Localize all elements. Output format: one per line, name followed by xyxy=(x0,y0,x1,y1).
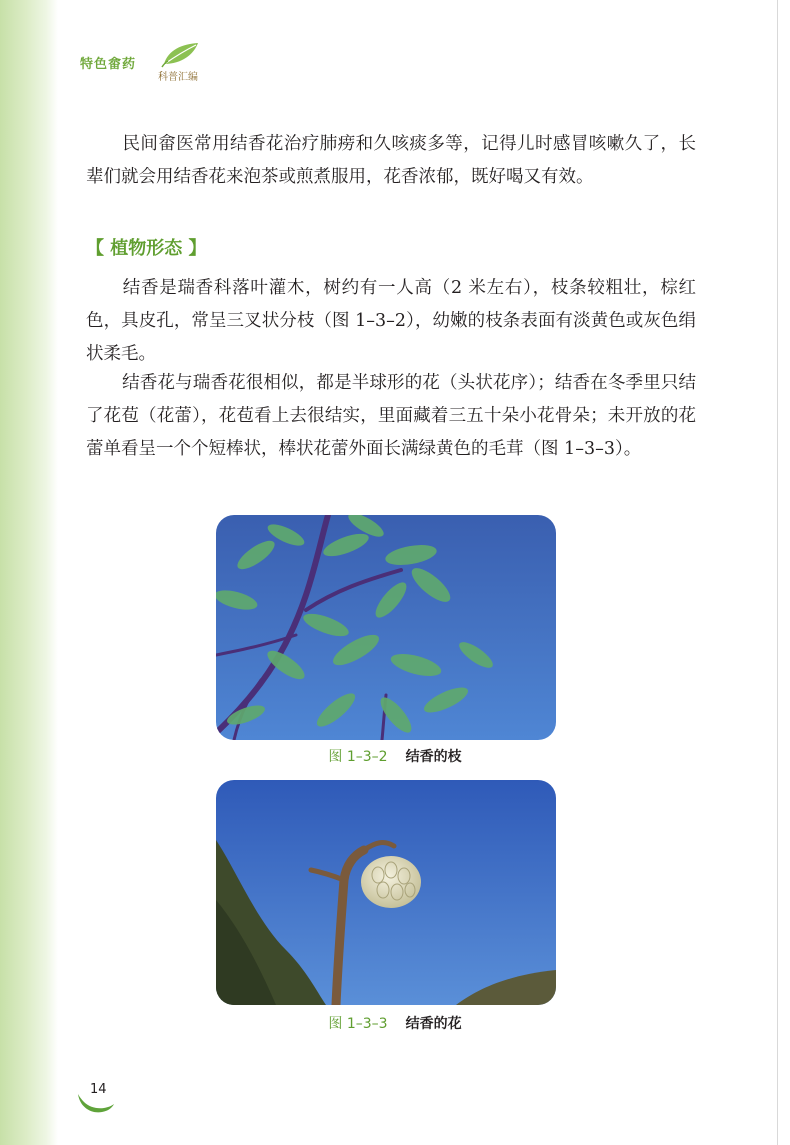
figure-number: 图 1–3–3 xyxy=(328,1016,388,1032)
photo-branches xyxy=(216,515,556,740)
figure-caption xyxy=(0,1013,790,1033)
figure-caption xyxy=(0,746,790,766)
paragraph-folk-use: 民间畲医常用结香花治疗肺痨和久咳痰多等，记得儿时感冒咳嗽久了，长辈们就会用结香花来泡茶或煎煮服用，花香浓郁，既好喝又有效。 xyxy=(86,134,696,187)
figure-number: 图 1–3–2 xyxy=(328,749,388,765)
figure-title: 结香的花 xyxy=(405,1016,462,1032)
paragraph-flower-description: 结香花与瑞香花很相似，都是半球形的花（头状花序）；结香在冬季里只结了花苞（花蕾），花苞看上去很结实，里面藏着三五十朵小花骨朵；未开放的花蕾单看呈一个个短棒状，棒状花蕾外面长满绿黄色的毛茸（图 1–3–3）。 xyxy=(86,373,696,459)
figure-title: 结香的枝 xyxy=(405,749,462,765)
paragraph-shrub-description: 结香是瑞香科落叶灌木，树约有一人高（2 米左右），枝条较粗壮，棕红色，具皮孔，常呈三叉状分枝（图 1–3–2），幼嫩的枝条表面有淡黄色或灰色绢状柔毛。 xyxy=(86,278,696,364)
leaf-logo-icon xyxy=(160,40,202,68)
series-subtitle: 科普汇编 xyxy=(158,72,198,83)
left-margin-band xyxy=(0,0,58,1145)
section-heading-plant-morphology: 【 植物形态 】 xyxy=(86,238,207,259)
page-number: 14 xyxy=(76,1080,116,1116)
right-page-rule xyxy=(777,0,778,1145)
running-header xyxy=(80,40,220,85)
photo-flower-bud xyxy=(216,780,556,1005)
series-title: 特色畲药 xyxy=(80,57,137,72)
